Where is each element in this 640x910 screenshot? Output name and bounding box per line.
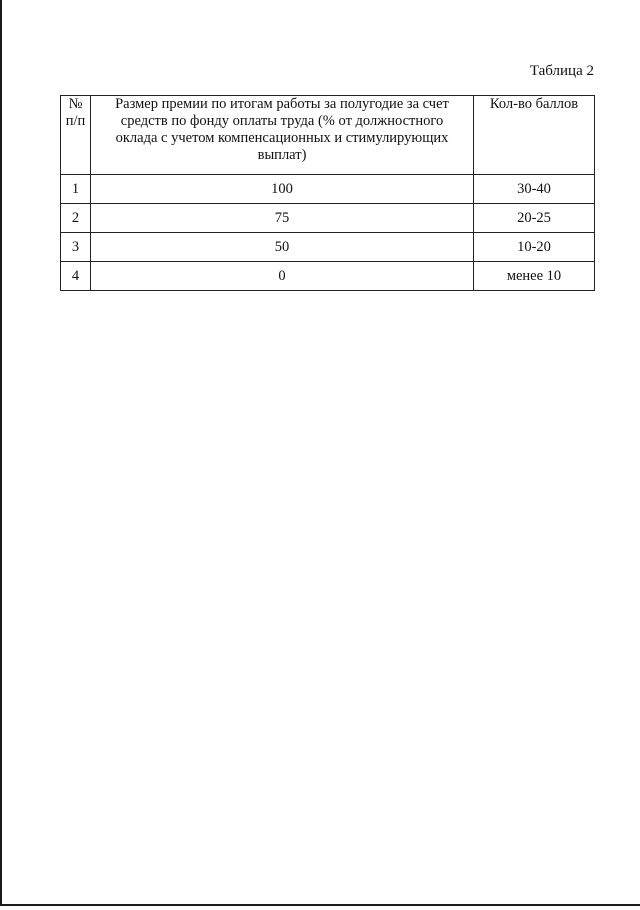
table-row — [61, 204, 595, 233]
header-score-count: Кол-во баллов — [474, 96, 595, 175]
table-row — [61, 175, 595, 204]
bonus-score-table — [60, 95, 595, 291]
header-bonus-size — [91, 96, 474, 175]
header-number — [61, 96, 91, 175]
header-number-line: № — [68, 96, 83, 112]
cell-score: 30-40 — [474, 175, 595, 204]
cell-score: 10-20 — [474, 233, 595, 262]
table-row — [61, 262, 595, 291]
cell-number: 3 — [61, 233, 91, 262]
cell-number: 2 — [61, 204, 91, 233]
cell-score: 20-25 — [474, 204, 595, 233]
cell-bonus: 75 — [91, 204, 474, 233]
cell-number: 4 — [61, 262, 91, 291]
header-bonus-line: выплат) — [257, 147, 307, 163]
cell-number: 1 — [61, 175, 91, 204]
header-bonus-line: Размер премии по итогам работы за полугодие за счет — [115, 96, 449, 112]
header-number-line: п/п — [65, 113, 86, 129]
header-bonus-line: средств по фонду оплаты труда (% от должностного — [120, 113, 444, 129]
cell-bonus: 100 — [91, 175, 474, 204]
table-caption: Таблица 2 — [529, 63, 594, 79]
cell-score: менее 10 — [474, 262, 595, 291]
table-row — [61, 233, 595, 262]
cell-bonus: 0 — [91, 262, 474, 291]
table-header-row — [61, 96, 595, 175]
header-bonus-line: оклада с учетом компенсационных и стимулирующих — [115, 130, 449, 146]
cell-bonus: 50 — [91, 233, 474, 262]
scan-edge-bottom — [0, 904, 640, 906]
scan-edge-left — [0, 0, 2, 905]
